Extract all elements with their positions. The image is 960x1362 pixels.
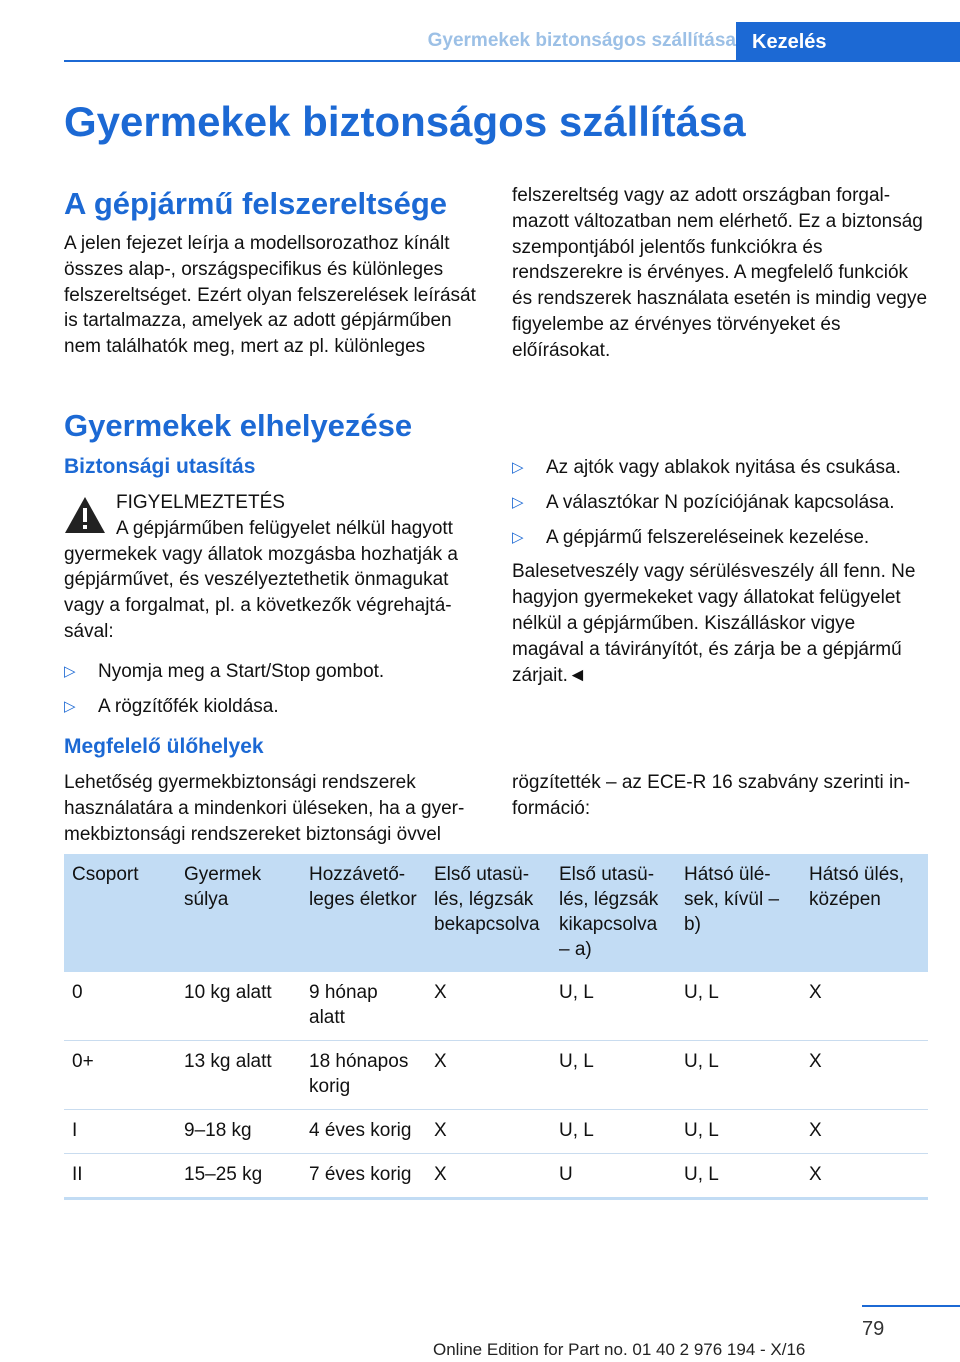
table-header-cell: Hátsó ülés, középen <box>801 854 928 972</box>
table-cell: 18 hónapos korig <box>301 1041 426 1110</box>
table-row <box>64 1110 928 1154</box>
equipment-heading: A gépjármű felszereltsége <box>64 186 448 221</box>
table-cell: 0 <box>64 972 176 1041</box>
page-header <box>0 0 960 62</box>
equipment-paragraph-left: A jelen fejezet leírja a modellsorozathoz kínált összes alap-, országspecifikus és különleges felszereltséget. Ezért olyan felszerelések leírását is tartalmazza, amelyek az adott gépjárműben nem találhatók meg, mert az pl. különleges <box>64 233 476 358</box>
table-header-cell: Hátsó ülések, kívül – b) <box>676 854 801 972</box>
table-header-cell: Hozzávetőleges életkor <box>301 854 426 972</box>
table-cell: X <box>801 1041 928 1110</box>
table-cell: 0+ <box>64 1041 176 1110</box>
table-cell: 10 kg alatt <box>176 972 301 1041</box>
list-item <box>64 694 484 720</box>
table-cell: 15–25 kg <box>176 1154 301 1199</box>
triangle-right-icon: ▷ <box>64 697 76 715</box>
table-cell: X <box>801 1110 928 1154</box>
table-row <box>64 1041 928 1110</box>
footer-edition: Online Edition for Part no. 01 40 2 976 194 - X/16 <box>433 1340 806 1359</box>
list-item <box>512 455 930 481</box>
table-row <box>64 1154 928 1199</box>
table-row <box>64 972 928 1041</box>
warning-triangle-icon <box>64 496 106 534</box>
table-cell: 7 éves korig <box>301 1154 426 1199</box>
warning-text: A gépjárműben felügyelet nélkül hagyott gyermekek vagy állatok mozgásba hozhatják a gépjárművet, és veszélyeztethetik önmagukat vagy a forgalmat, pl. a következők végrehajtásával: <box>64 517 458 642</box>
table-cell: U, L <box>551 1041 676 1110</box>
table-header-row <box>64 854 928 972</box>
table-cell: U, L <box>676 1041 801 1110</box>
list-item <box>512 490 930 516</box>
placement-right-column <box>512 446 930 688</box>
seats-text-right <box>512 770 930 822</box>
list-item-text: A választókar N pozíciójának kapcsolása. <box>546 491 895 513</box>
seats-paragraph-right: rögzítették – az ECE-R 16 szabvány szerinti információ: <box>512 772 911 819</box>
table-cell: X <box>426 1110 551 1154</box>
triangle-right-icon: ▷ <box>512 493 524 511</box>
table-cell: II <box>64 1154 176 1199</box>
header-rule <box>64 60 960 62</box>
table-header-cell: Csoport <box>64 854 176 972</box>
warning-label: FIGYELMEZTETÉS <box>116 492 285 513</box>
page-number: 79 <box>862 1318 885 1340</box>
table-cell: U, L <box>676 972 801 1041</box>
table-cell: U, L <box>676 1154 801 1199</box>
table-cell: X <box>801 972 928 1041</box>
list-item-text: A rögzítőfék kioldása. <box>98 695 279 717</box>
table-cell: U, L <box>676 1110 801 1154</box>
page-title: Gyermekek biztonságos szállítása <box>64 98 746 145</box>
equipment-text-right <box>512 183 930 364</box>
table-cell: X <box>801 1154 928 1199</box>
list-item-text: Az ajtók vagy ablakok nyitása és csukása. <box>546 457 901 478</box>
triangle-right-icon: ▷ <box>512 528 524 546</box>
seats-heading: Megfelelő ülőhelyek <box>64 735 264 758</box>
equipment-text-left <box>64 231 484 360</box>
table-cell: 4 éves korig <box>301 1110 426 1154</box>
equipment-paragraph-right: felszereltség vagy az adott országban forgalmazott változatban nem elérhető. Ez a biztonság szempontjából jelentős funkciókra és rendszerekre is érvényes. A megfelelő funkciók és rendszerek használata esetén is mindig vegye figyelembe az érvényes törvényeket és előírásokat. <box>512 185 928 361</box>
table-cell: U <box>551 1154 676 1199</box>
table-cell: 9 hónap alatt <box>301 972 426 1041</box>
triangle-right-icon: ▷ <box>512 459 524 476</box>
table-cell: U, L <box>551 1110 676 1154</box>
seats-paragraph-left: Lehetőség gyermekbiztonsági rendszerek használatára a mindenkori üléseken, ha a gyermekbiztonsági rendszereket biztonsági övvel <box>64 772 465 845</box>
triangle-right-icon: ▷ <box>64 662 76 680</box>
safety-heading: Biztonsági utasítás <box>64 455 256 478</box>
table-cell: 9–18 kg <box>176 1110 301 1154</box>
header-section-title: Gyermekek biztonságos szállítása <box>427 30 736 51</box>
table-cell: I <box>64 1110 176 1154</box>
table-cell: 13 kg alatt <box>176 1041 301 1110</box>
list-item-text: Nyomja meg a Start/Stop gombot. <box>98 660 385 682</box>
list-item <box>512 525 930 551</box>
list-item <box>64 659 484 685</box>
placement-heading: Gyermekek elhelyezése <box>64 408 413 443</box>
danger-paragraph: Balesetveszély vagy sérülésveszély áll fenn. Ne hagyjon gyermekeket vagy állatokat felügyelet nélkül a gépjárműben. Kiszálláskor vigye magával a távirányítót, és zárja be a gépjármű zárjait.◄ <box>512 561 916 686</box>
table-cell: U, L <box>551 972 676 1041</box>
table-cell: X <box>426 1154 551 1199</box>
table-cell: X <box>426 972 551 1041</box>
footer-rule <box>862 1305 960 1307</box>
table-cell: X <box>426 1041 551 1110</box>
warning-block <box>64 490 484 719</box>
seat-suitability-table <box>64 854 928 1200</box>
seats-text-left <box>64 770 484 847</box>
list-item-text: A gépjármű felszereléseinek kezelése. <box>546 526 870 548</box>
table-header-cell: Első utasülés, légzsák kikapcsolva – a) <box>551 854 676 972</box>
table-header-cell: Gyermek súlya <box>176 854 301 972</box>
header-chapter-tab: Kezelés <box>736 22 960 62</box>
table-header-cell: Első utasülés, légzsák bekapcsolva <box>426 854 551 972</box>
